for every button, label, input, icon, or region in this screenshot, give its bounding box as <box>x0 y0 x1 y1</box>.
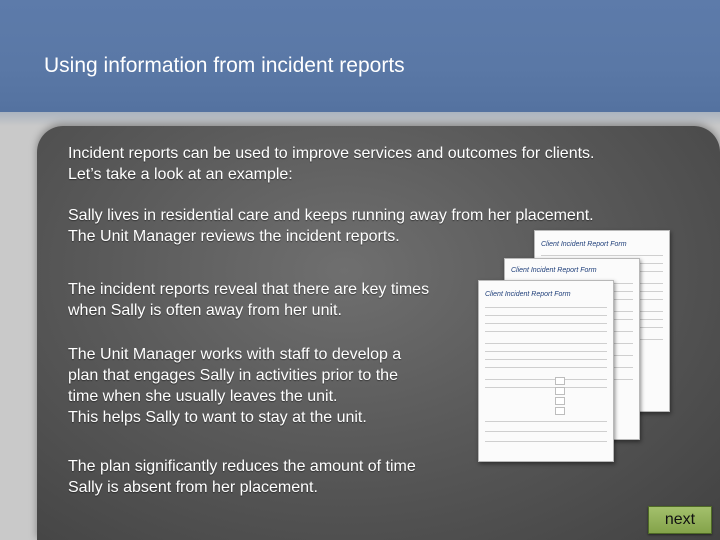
paragraph-plan <box>68 344 401 428</box>
incident-form-front <box>478 280 614 462</box>
form-title: Client Incident Report Form <box>511 267 597 274</box>
incident-report-forms-image <box>476 230 672 465</box>
paragraph-line: This helps Sally to want to stay at the unit. <box>68 409 367 426</box>
paragraph-line: Incident reports can be used to improve services and outcomes for clients. <box>68 145 595 162</box>
paragraph-outcome <box>68 456 416 498</box>
paragraph-line: Let’s take a look at an example: <box>68 166 293 183</box>
form-title: Client Incident Report Form <box>541 241 627 248</box>
paragraph-line: The plan significantly reduces the amount of time <box>68 458 416 475</box>
page-title: Using information from incident reports <box>44 54 405 77</box>
header-bar <box>0 0 720 112</box>
paragraph-line: Sally lives in residential care and keeps running away from her placement. <box>68 207 594 224</box>
paragraph-intro <box>68 143 594 185</box>
paragraph-line: plan that engages Sally in activities prior to the <box>68 367 398 384</box>
paragraph-line: Sally is absent from her placement. <box>68 479 318 496</box>
paragraph-line: The Unit Manager works with staff to develop a <box>68 346 402 363</box>
paragraph-line: when Sally is often away from her unit. <box>68 302 342 319</box>
paragraph-key-times <box>68 279 429 321</box>
paragraph-line: time when she usually leaves the unit. <box>68 388 338 405</box>
paragraph-line: The Unit Manager reviews the incident reports. <box>68 228 400 245</box>
next-button[interactable]: next <box>648 506 712 534</box>
form-title: Client Incident Report Form <box>485 291 571 298</box>
paragraph-line: The incident reports reveal that there are key times <box>68 281 430 298</box>
header-shadow <box>0 112 720 126</box>
